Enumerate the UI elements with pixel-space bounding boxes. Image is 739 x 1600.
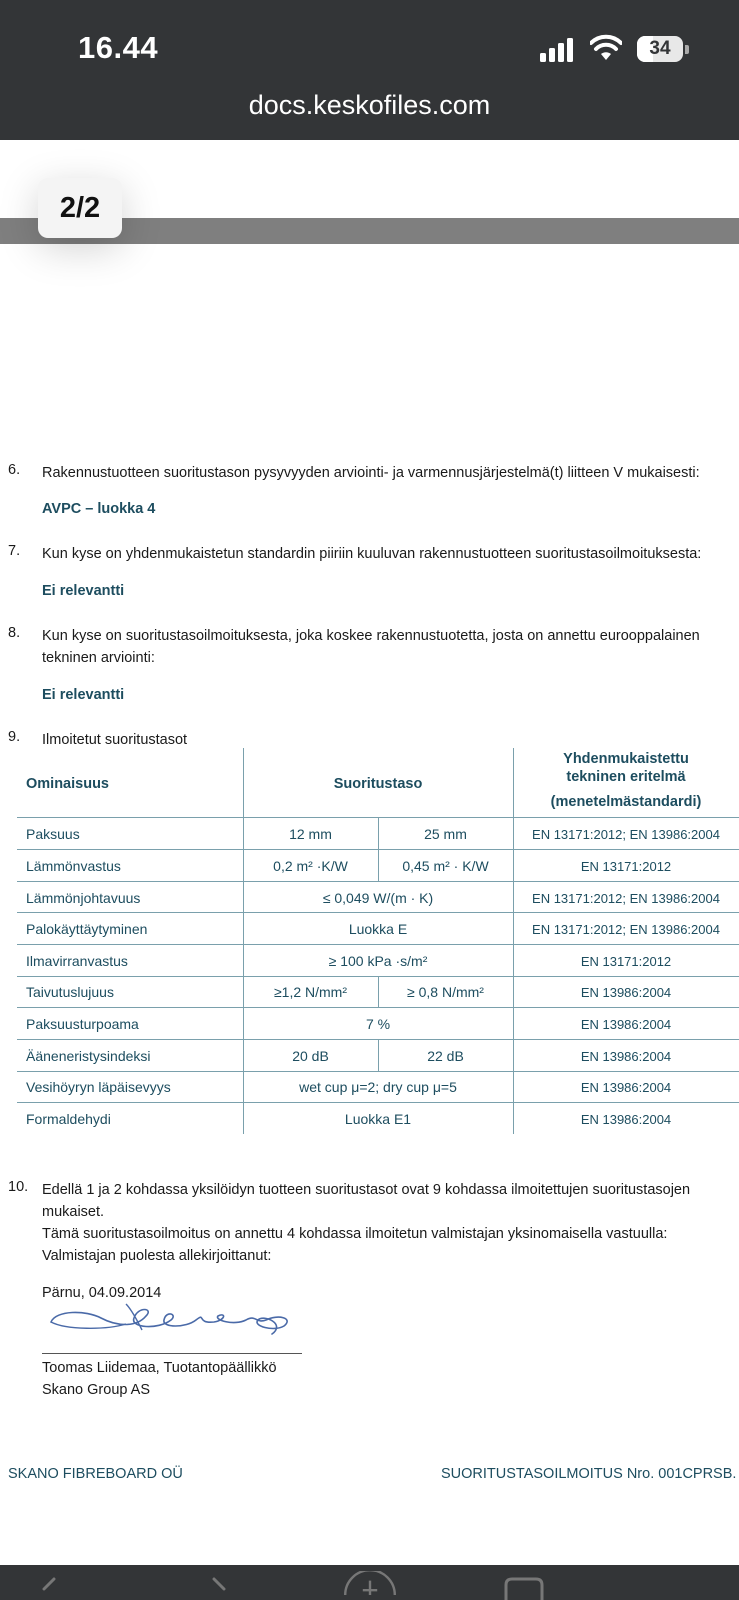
- row-value: 7 %: [365, 1016, 391, 1032]
- item-number: 9.: [8, 729, 21, 745]
- row-value: ≥ 100 kPa ·s/m²: [328, 953, 428, 969]
- row-property: Paksuus: [26, 826, 80, 842]
- row-standard: EN 13171:2012: [580, 859, 672, 874]
- item-text: Ilmoitetut suoritustasot: [42, 732, 188, 748]
- row-standard: EN 13986:2004: [580, 1112, 672, 1127]
- item-text: Kun kyse on yhdenmukaistetun standardin piiriin kuuluvan rakennustuotteen suoritustasoilmoituksesta:: [42, 546, 702, 562]
- footer-declaration-number: SUORITUSTASOILMOITUS Nro. 001CPRSB.: [441, 1466, 737, 1482]
- row-value: 20 dB: [292, 1048, 329, 1064]
- item-number: 7.: [8, 543, 21, 559]
- handwritten-signature: [46, 1300, 296, 1342]
- row-standard: EN 13986:2004: [580, 1080, 672, 1095]
- item-number: 8.: [8, 625, 21, 641]
- row-value: wet cup μ=2; dry cup μ=5: [299, 1079, 457, 1095]
- footer-company: SKANO FIBREBOARD OÜ: [8, 1466, 183, 1482]
- row-property: Palokäyttäytyminen: [26, 921, 148, 937]
- row-property: Formaldehydi: [26, 1111, 111, 1127]
- new-tab-icon[interactable]: [335, 1571, 405, 1595]
- back-icon[interactable]: [38, 1577, 62, 1600]
- cellular-signal-icon: [540, 38, 576, 62]
- signature-place-date: Pärnu, 04.09.2014: [42, 1285, 162, 1301]
- row-value: Luokka E: [348, 921, 408, 937]
- signatory-company: Skano Group AS: [42, 1382, 151, 1398]
- battery-icon: [637, 36, 689, 62]
- signature-line: [42, 1353, 302, 1354]
- row-standard: EN 13171:2012; EN 13986:2004: [532, 922, 720, 937]
- item-text: Tämä suoritustasoilmoitus on annettu 4 kohdassa ilmoitetun valmistajan yksinomaisella vastuulla:: [42, 1226, 668, 1242]
- battery-level: 34: [649, 38, 671, 59]
- row-value: 22 dB: [427, 1048, 464, 1064]
- wifi-icon: [590, 34, 622, 62]
- browser-top-bar: [0, 0, 739, 140]
- column-header-performance: Suoritustaso: [333, 776, 423, 792]
- page-indicator: 2/2: [38, 178, 122, 238]
- row-property: Taivutuslujuus: [26, 984, 114, 1000]
- row-property: Vesihöyryn läpäisevyys: [26, 1079, 171, 1095]
- row-standard: EN 13171:2012; EN 13986:2004: [532, 827, 720, 842]
- row-value: ≤ 0,049 W/(m · K): [322, 890, 434, 906]
- row-property: Lämmönjohtavuus: [26, 890, 141, 906]
- url-bar[interactable]: docs.keskofiles.com: [248, 90, 491, 120]
- row-standard: EN 13986:2004: [580, 1049, 672, 1064]
- row-value: Luokka E1: [344, 1111, 412, 1127]
- item-answer: Ei relevantti: [42, 687, 125, 703]
- column-header-standard-line2: tekninen eritelmä: [566, 769, 686, 785]
- row-property: Lämmönvastus: [26, 858, 121, 874]
- row-standard: EN 13986:2004: [580, 1017, 672, 1032]
- browser-bottom-toolbar: [0, 1565, 739, 1600]
- row-value: ≥ 0,8 N/mm²: [407, 984, 484, 1000]
- row-property: Ääneneristysindeksi: [26, 1048, 151, 1064]
- row-value: 0,2 m² ·K/W: [273, 858, 348, 874]
- column-header-standard-line1: Yhdenmukaistettu: [563, 751, 689, 767]
- row-property: Ilmavirranvastus: [26, 953, 128, 969]
- row-value: 25 mm: [424, 826, 467, 842]
- item-text: Rakennustuotteen suoritustason pysyvyyden arviointi- ja varmennusjärjestelmä(t) liitteen V mukaisesti:: [42, 465, 700, 481]
- item-number: 10.: [8, 1179, 29, 1195]
- item-answer: Ei relevantti: [42, 583, 125, 599]
- item-text: Kun kyse on suoritustasoilmoituksesta, joka koskee rakennustuotetta, josta on annettu eurooppalainen tekninen arviointi:: [42, 628, 700, 666]
- row-value: 12 mm: [289, 826, 332, 842]
- row-standard: EN 13171:2012: [580, 954, 672, 969]
- column-header-standard-line3: (menetelmästandardi): [550, 794, 702, 810]
- row-standard: EN 13986:2004: [580, 985, 672, 1000]
- item-text: Edellä 1 ja 2 kohdassa yksilöidyn tuotteen suoritustasot ovat 9 kohdassa ilmoitettujen suoritustasojen mukaiset.: [42, 1182, 691, 1220]
- tabs-icon[interactable]: [502, 1577, 546, 1600]
- row-value: 0,45 m² · K/W: [402, 858, 489, 874]
- row-standard: EN 13171:2012; EN 13986:2004: [532, 891, 720, 906]
- column-header-property: Ominaisuus: [26, 776, 109, 792]
- forward-icon[interactable]: [206, 1577, 230, 1600]
- row-property: Paksuusturpoama: [26, 1016, 139, 1032]
- status-time: 16.44: [78, 30, 159, 65]
- row-value: ≥1,2 N/mm²: [273, 984, 348, 1000]
- item-number: 6.: [8, 462, 21, 478]
- item-text: Valmistajan puolesta allekirjoittanut:: [42, 1248, 272, 1264]
- signatory-name-title: Toomas Liidemaa, Tuotantopäällikkö: [42, 1360, 277, 1376]
- item-answer: AVPC – luokka 4: [42, 501, 156, 517]
